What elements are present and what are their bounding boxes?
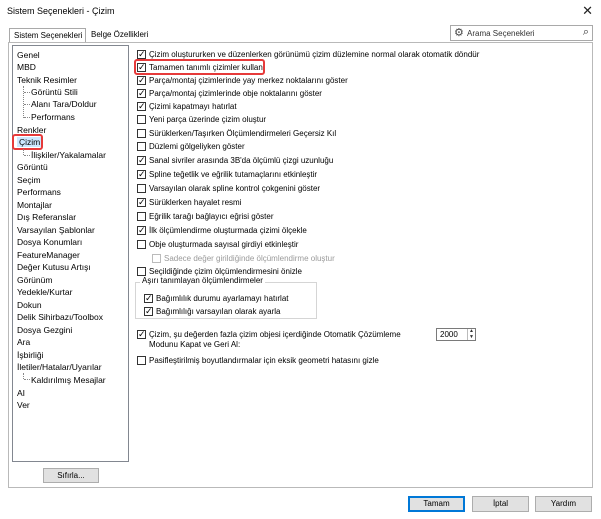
tree-item-dis-referanslar[interactable]: Dış Referanslar <box>17 212 77 222</box>
checkbox[interactable] <box>137 115 146 124</box>
tab-system-options[interactable]: Sistem Seçenekleri <box>9 28 86 42</box>
tree-item-ver[interactable]: Ver <box>17 400 30 410</box>
tree-item-deger-kutusu[interactable]: Değer Kutusu Artışı <box>17 262 91 272</box>
tree-connector <box>23 86 24 118</box>
tab-document-properties[interactable]: Belge Özellikleri <box>91 30 149 39</box>
search-box[interactable] <box>450 25 593 41</box>
checkbox[interactable] <box>137 267 146 276</box>
tree-item-yedekle[interactable]: Yedekle/Kurtar <box>17 287 73 297</box>
tree-item-performans-sub[interactable]: Performans <box>31 112 75 122</box>
overdefining-group-title: Aşırı tanımlayan ölçümlendirmeler <box>142 276 263 285</box>
tree-item-secim[interactable]: Seçim <box>17 175 41 185</box>
checkbox[interactable] <box>137 330 146 339</box>
tree-item-isbirligi[interactable]: İşbirliği <box>17 350 44 360</box>
checkbox[interactable] <box>137 129 146 138</box>
tree-item-iliskiler[interactable]: İlişkiler/Yakalamalar <box>31 150 106 160</box>
cancel-button[interactable]: İptal <box>472 496 529 512</box>
window-title: Sistem Seçenekleri - Çizim <box>7 6 115 16</box>
auto-solve-count-spinner[interactable] <box>436 328 476 341</box>
tree-item-montajlar[interactable]: Montajlar <box>17 200 52 210</box>
checkbox[interactable] <box>137 170 146 179</box>
highlight-box <box>134 59 265 75</box>
tree-item-mbd[interactable]: MBD <box>17 62 36 72</box>
tree-connector <box>24 155 30 156</box>
checkbox[interactable] <box>137 102 146 111</box>
tree-item-alani-tara[interactable]: Alanı Tara/Doldur <box>31 99 97 109</box>
tree-item-featuremanager[interactable]: FeatureManager <box>17 250 80 260</box>
tree-item-delik-sihirbazi[interactable]: Delik Sihirbazı/Toolbox <box>17 312 103 322</box>
highlight-box <box>12 134 43 150</box>
checkbox[interactable] <box>137 226 146 235</box>
search-input[interactable]: Arama Seçenekleri <box>467 29 535 38</box>
tree-item-dokun[interactable]: Dokun <box>17 300 42 310</box>
checkbox[interactable] <box>144 307 153 316</box>
tree-item-ara[interactable]: Ara <box>17 337 31 347</box>
checkbox[interactable] <box>137 240 146 249</box>
tree-connector <box>24 92 30 93</box>
reset-button[interactable]: Sıfırla... <box>43 468 99 483</box>
tree-item-varsayilan-sablonlar[interactable]: Varsayılan Şablonlar <box>17 225 95 235</box>
help-button[interactable]: Yardım <box>535 496 592 512</box>
gear-icon[interactable]: ⚙ <box>454 27 464 39</box>
spinner-value[interactable]: 2000 <box>440 330 458 339</box>
checkbox <box>152 254 161 263</box>
tree-item-dosya-konumlari[interactable]: Dosya Konumları <box>17 237 83 247</box>
spinner-arrows-icon[interactable]: ▲ ▼ <box>467 329 475 340</box>
title-bar <box>0 0 601 22</box>
tree-item-gorunum[interactable]: Görünüm <box>17 275 53 285</box>
tree-item-goruntu[interactable]: Görüntü <box>17 162 48 172</box>
tree-item-renkler[interactable]: Renkler <box>17 125 47 135</box>
tree-item-genel[interactable]: Genel <box>17 50 40 60</box>
checkbox[interactable] <box>144 294 153 303</box>
tree-connector <box>24 117 30 118</box>
tree-item-kaldirilmis-mesajlar[interactable]: Kaldırılmış Mesajlar <box>31 375 106 385</box>
checkbox[interactable] <box>137 184 146 193</box>
checkbox[interactable] <box>137 142 146 151</box>
checkbox[interactable] <box>137 356 146 365</box>
tree-item-iletiler[interactable]: İletiler/Hatalar/Uyarılar <box>17 362 102 372</box>
tree-item-performans[interactable]: Performans <box>17 187 61 197</box>
search-icon[interactable]: ⌕ <box>582 26 589 38</box>
tree-item-cizim-label[interactable]: Çizim <box>19 137 41 147</box>
ok-button[interactable]: Tamam <box>408 496 465 512</box>
checkbox[interactable] <box>137 156 146 165</box>
tree-connector <box>24 379 30 380</box>
checkbox[interactable] <box>137 212 146 221</box>
checkbox[interactable] <box>137 50 146 59</box>
close-icon[interactable]: ✕ <box>582 3 593 18</box>
tree-item-goruntu-stili[interactable]: Görüntü Stili <box>31 87 78 97</box>
tree-item-teknik-resimler[interactable]: Teknik Resimler <box>17 75 77 85</box>
checkbox[interactable] <box>137 76 146 85</box>
checkbox[interactable] <box>137 198 146 207</box>
checkbox[interactable] <box>137 89 146 98</box>
tree-connector <box>24 104 30 105</box>
tree-item-dosya-gezgini[interactable]: Dosya Gezgini <box>17 325 73 335</box>
tree-item-ai[interactable]: AI <box>17 388 26 398</box>
